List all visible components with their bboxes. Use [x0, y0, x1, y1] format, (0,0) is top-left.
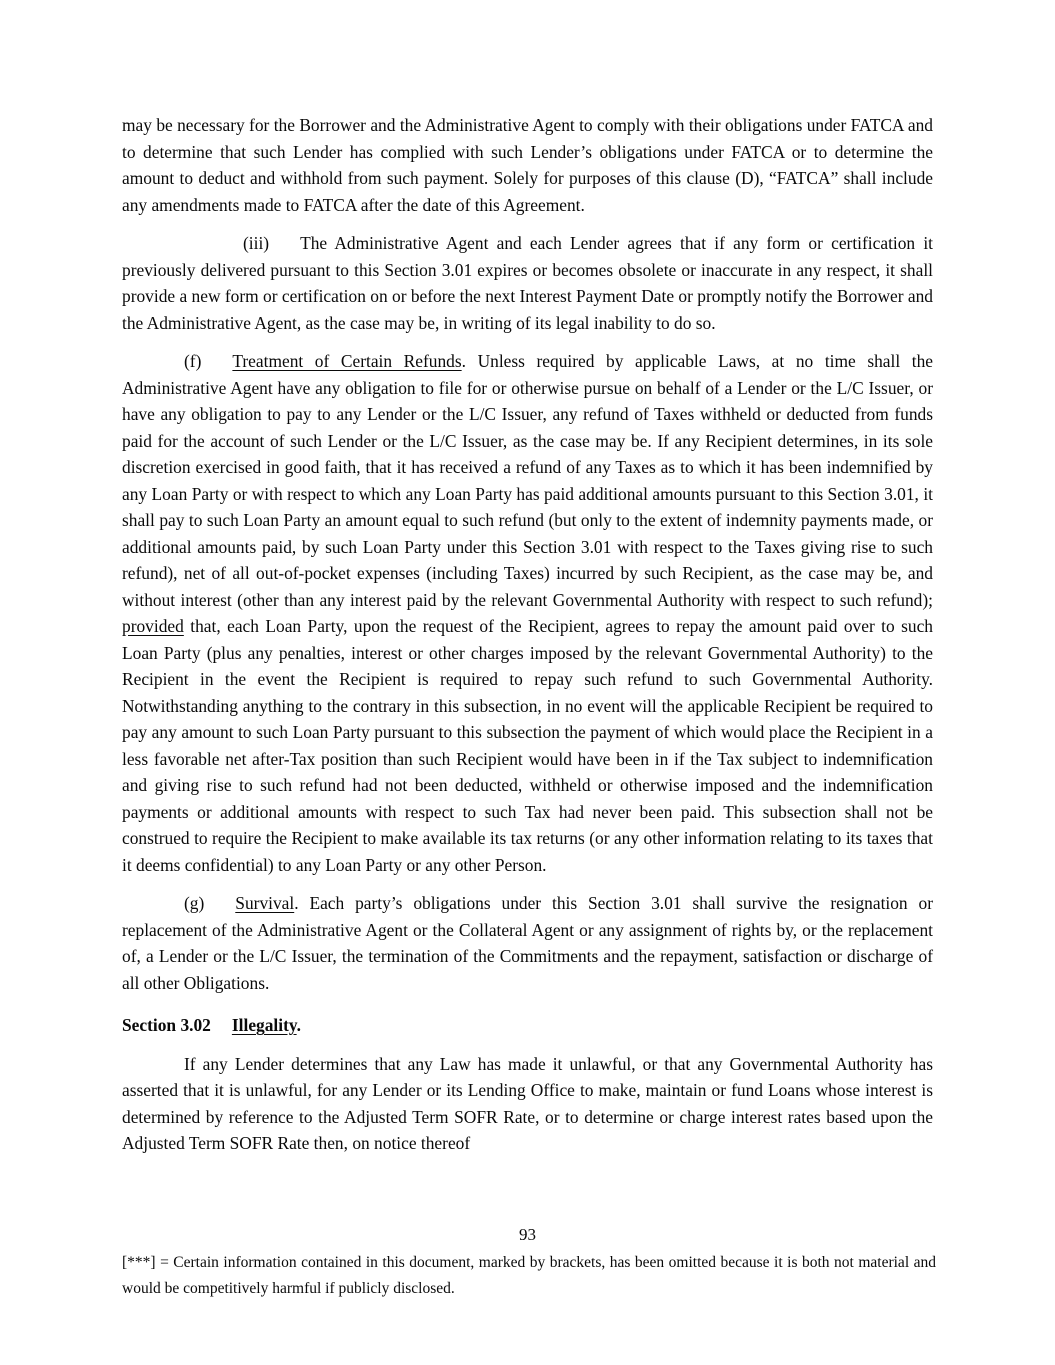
- paragraph-fatca-continuation: [122, 112, 933, 218]
- clause-label: (iii): [243, 233, 270, 253]
- provided-underlined: provided: [122, 616, 184, 636]
- paragraph-text: that, each Loan Party, upon the request of the Recipient, agrees to repay the amount paid over to such Loan Party (plus any penalties, interest or other charges imposed by the relevant Governmental Authority) to the Recipient in the event the Recipient is required to repay such refund to such Governmental Authority. Notwithstanding anything to the contrary in this subsection, in no event will the applicable Recipient be required to pay any amount to such Loan Party pursuant to this subsection the payment of which would place the Recipient in a less favorable net after-Tax position than such Recipient would have been in if the Tax subject to indemnification and giving rise to such refund had not been deducted, withheld or otherwise imposed and the indemnification payments or additional amounts with respect to such Tax had never been paid. This subsection shall not be construed to require the Recipient to make available its tax returns (or any other information relating to its taxes that it deems confidential) to any Loan Party or any other Person.: [122, 616, 933, 875]
- section-number: Section 3.02: [122, 1015, 211, 1035]
- section-title-underlined: Illegality: [231, 1015, 297, 1035]
- page-number: 93: [519, 1225, 536, 1244]
- paragraph-clause-g-survival: [122, 890, 933, 996]
- paragraph-text: may be necessary for the Borrower and the Administrative Agent to comply with their obligations under FATCA and to determine that such Lender has complied with such Lender’s obligations under FATCA or to determine the amount to deduct and withhold from such payment. Solely for purposes of this clause (D), “FATCA” shall include any amendments made to FATCA after the date of this Agreement.: [122, 115, 933, 215]
- paragraph-text: . Unless required by applicable Laws, at no time shall the Administrative Agent have any obligation to file for or otherwise pursue on behalf of a Lender or the L/C Issuer, or have any obligation to pay to any Lender or the L/C Issuer, any refund of Taxes withheld or deducted from funds paid for the account of such Lender or the L/C Issuer, as the case may be. If any Recipient determines, in its sole discretion exercised in good faith, that it has received a refund of any Taxes as to which it has been indemnified by any Loan Party or with respect to which any Loan Party has paid additional amounts pursuant to this Section 3.01, it shall pay to such Loan Party an amount equal to such refund (but only to the extent of indemnity payments made, or additional amounts paid, by such Loan Party under this Section 3.01 with respect to the Taxes giving rise to such refund), net of all out-of-pocket expenses (including Taxes) incurred by such Recipient, as the case may be, and without interest (other than any interest paid by the relevant Governmental Authority with respect to such refund);: [122, 351, 933, 610]
- section-period: .: [296, 1015, 301, 1035]
- clause-label: (f): [184, 351, 202, 371]
- clause-heading-underlined: Treatment of Certain Refunds: [232, 351, 462, 371]
- paragraph-clause-f-treatment-of-refunds: [122, 348, 933, 878]
- paragraph-illegality-body: [122, 1051, 933, 1157]
- document-body: [122, 112, 933, 1169]
- clause-label: (g): [184, 893, 205, 913]
- confidentiality-legend-footnote: [***] = Certain information contained in this document, marked by brackets, has been omitted because it is both not material and would be competitively harmful if publicly disclosed.: [122, 1254, 936, 1297]
- section-302-heading: [122, 1012, 933, 1039]
- paragraph-text: If any Lender determines that any Law has made it unlawful, or that any Governmental Authority has asserted that it is unlawful, for any Lender or its Lending Office to make, maintain or fund Loans whose interest is determined by reference to the Adjusted Term SOFR Rate, or to determine or charge interest rates based upon the Adjusted Term SOFR Rate then, on notice thereof: [122, 1053, 933, 1153]
- paragraph-text: . Each party’s obligations under this Section 3.01 shall survive the resignation or replacement of the Administrative Agent or the Collateral Agent or any assignment of rights by, or the replacement of, a Lender or the L/C Issuer, the termination of the Commitments and the repayment, satisfaction or discharge of all other Obligations.: [122, 893, 933, 993]
- paragraph-text: The Administrative Agent and each Lender agrees that if any form or certification it previously delivered pursuant to this Section 3.01 expires or becomes obsolete or inaccurate in any respect, it shall provide a new form or certification on or before the next Interest Payment Date or promptly notify the Borrower and the Administrative Agent, as the case may be, in writing of its legal inability to do so.: [122, 233, 933, 333]
- clause-heading-underlined: Survival: [235, 893, 295, 913]
- paragraph-clause-iii: [122, 230, 933, 336]
